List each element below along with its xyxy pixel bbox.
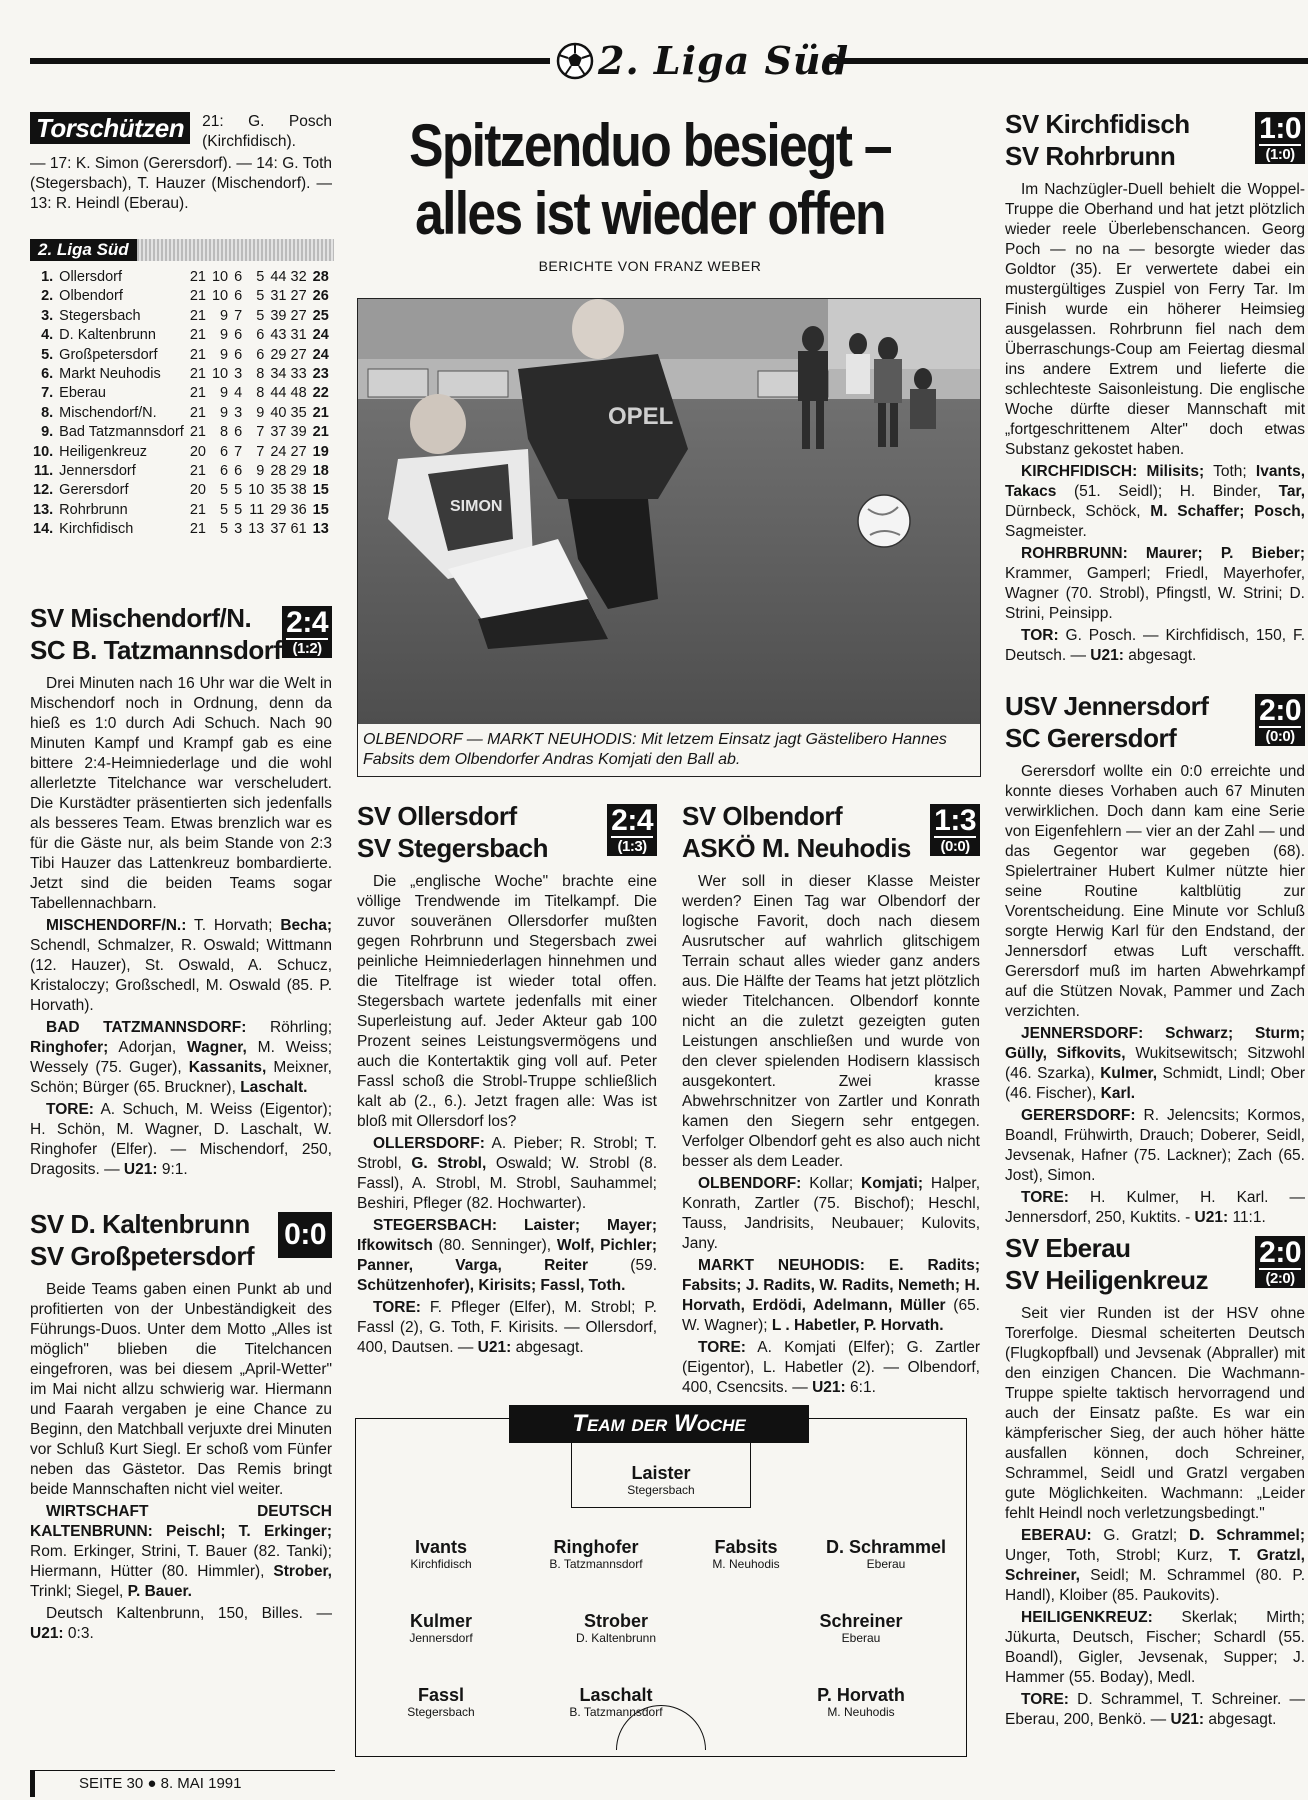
venue-line: Deutsch Kaltenbrunn, 150, Billes. — U21: 0:3.: [30, 1605, 332, 1642]
score-box: [1255, 112, 1305, 164]
standings-g: 21: [189, 424, 206, 441]
standings-rank: 5.: [41, 346, 54, 363]
standings-d: 3: [234, 366, 243, 383]
standings-row: [30, 384, 332, 403]
halftime-score: (2:0): [1259, 1268, 1301, 1288]
home-team: SV Ollersdorf: [357, 801, 517, 831]
match-mischendorf: [30, 602, 332, 1182]
score: 1:0: [1259, 112, 1301, 145]
match-jennersdorf: [1005, 690, 1305, 1230]
goals-line: TORE: F. Pfleger (Elfer), M. Strobl; P. Fassl (2), G. Toth, F. Kirisits. — Ollersdorf, 400, Dautsen. — U21: abgesagt.: [357, 1299, 657, 1356]
standings-d: 3: [234, 521, 243, 538]
standings-pts: 25: [312, 307, 329, 324]
standings-g: 21: [189, 346, 206, 363]
lineup-home: KIRCHFIDISCH: Milisits; Toth; Ivants, Takacs (51. Seidl); H. Binder, Tar, Dürnbeck, Schöck, M. Schaffer; Posch, Sagmeister.: [1005, 463, 1305, 540]
standings-team: Kirchfidisch: [59, 521, 134, 538]
score-box: [607, 804, 657, 856]
standings-d: 5: [234, 501, 243, 518]
standings-rank: 2.: [41, 288, 54, 305]
tdw-player-name: Laschalt: [579, 1685, 653, 1705]
standings-pts: 24: [312, 327, 329, 344]
standings: [30, 238, 334, 540]
tdw-player-club: Eberau: [866, 1557, 906, 1571]
standings-g: 20: [189, 443, 206, 460]
standings-goals: 31 27: [270, 288, 307, 305]
lineup-away: MARKT NEUHODIS: E. Radits; Fabsits; J. Radits, W. Radits, Nemeth; H. Horvath, Erdödi, Adelmann, Müller (65. W. Wagner); L . Habetler, P. Horvath.: [682, 1257, 980, 1334]
standings-pts: 24: [312, 346, 329, 363]
tdw-player: [776, 1611, 946, 1645]
standings-l: 5: [256, 269, 265, 285]
tdw-player-club: Kirchfidisch: [410, 1557, 472, 1571]
standings-g: 21: [189, 269, 206, 285]
standings-team: Stegersbach: [59, 307, 141, 324]
standings-g: 21: [189, 307, 206, 324]
score-box: [1255, 694, 1305, 746]
standings-rank: 12.: [33, 482, 54, 499]
standings-g: 21: [189, 463, 206, 480]
standings-d: 7: [234, 307, 243, 324]
standings-goals: 28 29: [270, 463, 307, 480]
standings-w: 10: [211, 366, 229, 383]
home-team: SV Kirchfidisch: [1005, 109, 1190, 139]
standings-l: 5: [256, 307, 265, 324]
standings-l: 5: [256, 288, 265, 305]
standings-goals: 35 38: [270, 482, 307, 499]
standings-rank: 8.: [41, 404, 54, 421]
standings-rank: 3.: [41, 307, 54, 324]
standings-goals: 24 27: [270, 443, 307, 460]
away-team: SC B. Tatzmannsdorf: [30, 635, 282, 665]
score-box: [278, 1212, 332, 1258]
tdw-player-name: Laister: [631, 1463, 691, 1483]
goals-line: TORE: A. Komjati (Elfer); G. Zartler (Eigentor), L. Habetler (2). — Olbendorf, 400, Csencsits. — U21: 6:1.: [682, 1339, 981, 1396]
score: 0:0: [284, 1218, 326, 1251]
standings-row: [30, 346, 332, 365]
standings-pts: 18: [312, 463, 329, 480]
halftime-score: (0:0): [934, 836, 976, 856]
standings-l: 8: [256, 366, 265, 383]
standings-pts: 26: [312, 288, 329, 305]
home-team: USV Jennersdorf: [1005, 691, 1209, 721]
standings-title-shade: [137, 239, 334, 261]
tdw-player: [511, 1537, 681, 1571]
tdw-player-club: B. Tatzmannsdorf: [549, 1557, 643, 1571]
tdw-player-club: Eberau: [841, 1631, 881, 1645]
home-team: SV Olbendorf: [682, 801, 843, 831]
standings-row: [30, 443, 332, 462]
standings-rank: 9.: [41, 424, 54, 441]
home-team: SV Eberau: [1005, 1233, 1131, 1263]
standings-goals: 37 61: [270, 521, 307, 538]
tdw-player: [531, 1685, 701, 1719]
tdw-player: [531, 1611, 701, 1645]
tdw-player-name: P. Horvath: [817, 1685, 905, 1705]
match-report: Im Nachzügler-Duell behielt die Woppel-Truppe die Oberhand und hat jetzt plötzlich wieder reele Überlebenschancen. Georg Poch — no na — besorgte wieder das Goldtor (35). Er verwertete dabei ein mustergültiges Zuspiel von Ferry Tar. Im Finish wurde ein höherer Heimsieg ausgelassen. Rohrbrunn fiel nach dem Überraschungs-Coup am Feiertag diesmal ins andere Extrem und lieferte die schlechteste Saisonleistung. Die englische Woche dürfte dieser Mannschaft mit „fortgeschrittenem Alter" doch etwas Substanz gekostet haben.: [1005, 181, 1305, 458]
standings-team: Rohrbrunn: [59, 501, 128, 518]
home-team: SV Mischendorf/N.: [30, 603, 252, 633]
score: 2:4: [611, 804, 653, 837]
byline: BERICHTE VON FRANZ WEBER: [538, 258, 762, 274]
scorers-text: — 17: K. Simon (Gerersdorf). — 14: G. Toth (Stegersbach), T. Hauzer (Mischendorf). — 13: R. Heindl (Eberau).: [30, 155, 332, 212]
away-team: SV Heiligenkreuz: [1005, 1265, 1208, 1295]
standings-g: 21: [189, 366, 206, 383]
tdw-player-name: Ringhofer: [553, 1537, 639, 1557]
goals-line: TORE: H. Kulmer, H. Karl. — Jennersdorf, 250, Kuktits. - U21: 11:1.: [1005, 1189, 1305, 1226]
tdw-player-club: M. Neuhodis: [827, 1705, 895, 1719]
match-report: Beide Teams gaben einen Punkt ab und profitierten von der Unbeständigkeit des Führungs-Duos. Unter dem Motto „Alles ist möglich" blieben die Titelchancen eingefroren, was bei diesem „April-Wetter" im Mai nicht allzu schwierig war. Hiermann und Faarah vergaben je eine Chance zu Beginn, den Matchball verjuxte drei Minuten vor Schluß Kurt Siegl. Er schoß vom Fünfer neben das Gästetor. Das Remis bringt beide Mannschaften nicht viel weiter.: [30, 1281, 332, 1498]
standings-g: 21: [189, 501, 206, 518]
match-eberau: [1005, 1232, 1305, 1732]
standings-g: 21: [189, 521, 206, 538]
halftime-score: (1:3): [611, 836, 653, 856]
standings-rank: 14.: [33, 521, 54, 538]
standings-goals: 40 35: [270, 404, 307, 421]
match-report: Seit vier Runden ist der HSV ohne Torerfolge. Diesmal scheiterten Deutsch (Flugkopfball) und Jevsenak (Abpraller) mit den einzigen Chancen. Die Wachmann-Truppe spielte taktisch hervorragend und auch der Einsatz paßte. Es war ein kämpferischer Sieg, der auch höher hätte ausfallen können, doch Schreiner, Schrammel, Seidl und Gratzl vergaben gute Möglichkeiten. Wachmann: „Leider fehlt Heindl noch verletzungsbedingt.": [1005, 1305, 1305, 1522]
team-of-week: [355, 1410, 967, 1757]
standings-row: [30, 520, 332, 539]
page-number: SEITE 30: [79, 1775, 144, 1792]
standings-pts: 28: [312, 269, 329, 285]
standings-l: 7: [256, 424, 265, 441]
tdw-player-name: Ivants: [414, 1537, 468, 1557]
lineup-home: WIRTSCHAFT DEUTSCH KALTENBRUNN: Peischl; T. Erkinger; Rom. Erkinger, Strini, T. Bauer (82. Tanki); Hiermann, Hütter (80. Himmler), Strober, Trinkl; Siegel, P. Bauer.: [30, 1503, 332, 1600]
standings-row: [30, 287, 332, 306]
standings-goals: 34 33: [270, 366, 307, 383]
score: 1:3: [934, 804, 976, 837]
tdw-player-name: Strober: [583, 1611, 648, 1631]
standings-row: [30, 501, 332, 520]
standings-team: Heiligenkreuz: [59, 443, 148, 460]
standings-d: 4: [234, 385, 243, 402]
lineup-away: ROHRBRUNN: Maurer; P. Bieber; Krammer, Gamperl; Friedl, Mayerhofer, Wagner (70. Strobl), Pfingstl, W. Strini; D. Strini, Peinsipp.: [1005, 545, 1305, 622]
away-team: SV Rohrbrunn: [1005, 141, 1176, 171]
score-box: [282, 606, 332, 658]
standings-row: [30, 462, 332, 481]
match-photo: [357, 298, 981, 726]
lineup-home: OLLERSDORF: A. Pieber; R. Strobl; T. Strobl, G. Strobl, Oswald; W. Strobl (8. Fassl), A. Strobl, M. Strobl, Sauhammel; Beshiri, Pfleger (82. Hochwarter).: [357, 1135, 657, 1212]
standings-table: [30, 268, 332, 540]
standings-title: 2. Liga Süd: [30, 239, 137, 261]
home-team: SV D. Kaltenbrunn: [30, 1209, 250, 1239]
standings-team: Ollersdorf: [59, 269, 123, 285]
match-report: Die „englische Woche" brachte eine völlige Trendwende im Titelkampf. Die zuvor souveränen Ollersdorfer mußten gegen Rohrbrunn und Stegersbach zwei peinliche Heimniederlagen hinnehmen und die Titelfrage ist wieder total offen. Stegersbach wartete jedenfalls mit einer Superleistung auf. Jeder Akteur gab 100 Prozent seines Leistungsvermögens und auch die Kontertaktik ging voll auf. Peter Fassl schoß die Strobl-Truppe schließlich kalt ab (2., 6.). Jetzt fragen alle: Was ist bloß mit Ollersdorf los?: [357, 873, 657, 1130]
lineup-away: BAD TATZMANNSDORF: Röhrling; Ringhofer; Adorjan, Wagner, M. Weiss; Wessely (75. Guger), Kassanits, Meixner, Schön; Bürger (65. Bruckner), Laschalt.: [30, 1019, 333, 1096]
standings-row: [30, 365, 332, 384]
lineup-away: HEILIGENKREUZ: Skerlak; Mirth; Jükurta, Deutsch, Fischer; Schardl (55. Boandl), Gigler, Jevsenak, Supper; J. Hammer (55. Boday), Medl.: [1005, 1609, 1305, 1686]
standings-d: 5: [234, 482, 243, 499]
halftime-score: (0:0): [1259, 726, 1301, 746]
tdw-player-club: D. Kaltenbrunn: [575, 1631, 657, 1645]
standings-rank: 1.: [41, 269, 54, 285]
tdw-player: [356, 1611, 526, 1645]
standings-team: Jennersdorf: [59, 463, 136, 480]
standings-goals: 39 27: [270, 307, 307, 324]
tdw-player-club: M. Neuhodis: [712, 1557, 780, 1571]
scorers-top: 21: G. Posch (Kirchfidisch).: [202, 113, 332, 150]
standings-g: 21: [189, 327, 206, 344]
standings-l: 9: [256, 404, 265, 421]
standings-pts: 22: [312, 385, 329, 402]
match-report: Wer soll in dieser Klasse Meister werden? Einen Tag war Olbendorf der logische Favorit, doch nach diesem Ausrutscher auf wahrlich glitschigem Terrain schaut alles wieder ganz anders aus. Die Hälfte der Teams hat jetzt plötzlich wieder Titelchancen. Olbendorf konnte nicht an die zuletzt gezeigten guten Leistungen anschließen und wurde von den clever spielenden Hodisern klassisch ausgekontert. Zwei krasse Abwehrschnitzer von Zartler und Konrath kamen den Siegern sehr entgegen. Verfolger Olbendorf geht es also auch nicht besser als dem Leader.: [682, 873, 980, 1170]
standings-d: 7: [234, 443, 243, 460]
standings-l: 11: [249, 501, 265, 518]
lineup-home: EBERAU: G. Gratzl; D. Schrammel; Unger, Toth, Strobl; Kurz, T. Gratzl, Schreiner, Seidl; M. Schrammel (80. P. Handl), Kloiber (85. Paukovits).: [1005, 1527, 1305, 1604]
standings-goals: 44 48: [270, 385, 307, 402]
match-ollersdorf: [357, 800, 657, 1360]
standings-w: 9: [220, 404, 229, 421]
tdw-player: [801, 1537, 971, 1571]
standings-l: 13: [248, 521, 265, 538]
standings-goals: 29 36: [270, 501, 307, 518]
tdw-player-club: Jennersdorf: [409, 1631, 473, 1645]
standings-team: Gerersdorf: [59, 482, 129, 499]
away-team: SC Gerersdorf: [1005, 723, 1177, 753]
tdw-player-name: Kulmer: [409, 1611, 472, 1631]
tdw-player-name: Schreiner: [819, 1611, 903, 1631]
scorers-title: Torschützen: [30, 112, 190, 144]
standings-g: 21: [189, 404, 206, 421]
standings-goals: 37 39: [270, 424, 307, 441]
tdw-player-club: Stegersbach: [627, 1483, 695, 1497]
standings-row: [30, 404, 332, 423]
lineup-home: JENNERSDORF: Schwarz; Sturm; Gülly, Sifkovits, Wukitsewitsch; Sitzwohl (46. Szarka), Kulmer, Schmidt, Lindl; Ober (46. Fischer), Karl.: [1005, 1025, 1305, 1102]
standings-rank: 11.: [33, 463, 54, 480]
footer: [30, 1770, 335, 1797]
match-olbendorf: [682, 800, 980, 1400]
halftime-score: (1:0): [1259, 144, 1301, 164]
goals-line: TOR: G. Posch. — Kirchfidisch, 150, F. Deutsch. — U21: abgesagt.: [1005, 627, 1305, 664]
tdw-player: [356, 1537, 526, 1571]
standings-d: 6: [234, 269, 243, 285]
tdw-player: [776, 1685, 946, 1719]
standings-w: 8: [220, 424, 229, 441]
standings-goals: 29 27: [270, 346, 307, 363]
standings-pts: 21: [312, 404, 329, 421]
tdw-player-club: Stegersbach: [407, 1705, 475, 1719]
score-box: [1255, 1236, 1305, 1288]
standings-w: 9: [220, 346, 229, 363]
standings-w: 5: [220, 521, 229, 538]
score: 2:0: [1259, 1236, 1301, 1269]
goals-line: TORE: D. Schrammel, T. Schreiner. — Eberau, 200, Benkö. — U21: abgesagt.: [1005, 1691, 1305, 1728]
standings-rank: 7.: [41, 385, 54, 402]
standings-w: 9: [220, 385, 229, 402]
standings-g: 20: [189, 482, 206, 499]
standings-w: 6: [220, 463, 229, 480]
standings-w: 9: [220, 307, 229, 324]
standings-w: 5: [220, 482, 229, 499]
standings-d: 6: [234, 327, 243, 344]
standings-l: 8: [256, 385, 265, 402]
tdw-player: [576, 1463, 746, 1497]
standings-pts: 23: [312, 366, 329, 383]
standings-d: 3: [234, 404, 243, 421]
standings-team: Markt Neuhodis: [59, 366, 161, 383]
standings-l: 7: [256, 443, 265, 460]
bullet-icon: ●: [147, 1775, 157, 1792]
football-icon: [556, 42, 594, 80]
score: 2:0: [1259, 694, 1301, 727]
standings-pts: 19: [312, 443, 329, 460]
tdw-player: [356, 1685, 526, 1719]
standings-rank: 4.: [41, 327, 54, 344]
tdw-player-club: B. Tatzmannsdorf: [569, 1705, 663, 1719]
standings-pts: 21: [312, 424, 329, 441]
section-title: 2. Liga Süd: [598, 38, 850, 83]
tdw-player-name: Fabsits: [714, 1537, 778, 1557]
header-rule-right: [830, 58, 1308, 64]
standings-goals: 43 31: [270, 327, 307, 344]
scorers-block: [30, 112, 332, 214]
lineup-home: MISCHENDORF/N.: T. Horvath; Becha; Schendl, Schmalzer, R. Oswald; Wittmann (12. Hauzer), St. Oswald, A. Schucz, Kristaloczy; Großschedl, M. Oswald (85. P. Horvath).: [30, 917, 332, 1014]
standings-goals: 44 32: [270, 269, 307, 285]
match-report: Drei Minuten nach 16 Uhr war die Welt in Mischendorf noch in Ordnung, denn da hieß es 1:0 durch Adi Schuch. Nach 90 Minuten Kampf und Krampf gab es eine bittere 2:4-Heimniederlage und die wohl allerletzte Titelchance war verscheludert. Die Kurstädter präsentierten sich jedenfalls als besseres Team. Etwas brenzlich war es für die Gäste nur, als beim Stande von 2:3 Tibi Hauzer das Lattenkreuz bombardierte. Jetzt sind die beiden Teams sogar Tabellennachbarn.: [30, 675, 332, 912]
score: 2:4: [286, 606, 328, 639]
standings-w: 10: [211, 288, 229, 305]
score-box: [930, 804, 980, 856]
tdw-player-name: Fassl: [417, 1685, 465, 1705]
match-kirchfidisch: [1005, 108, 1305, 668]
standings-pts: 15: [312, 482, 329, 499]
match-kaltenbrunn: [30, 1208, 332, 1646]
standings-team: Olbendorf: [59, 288, 123, 305]
photo-caption: OLBENDORF — MARKT NEUHODIS: Mit letzem Einsatz jagt Gästelibero Hannes Fabsits dem Olbendorfer Andras Komjati den Ball ab.: [357, 724, 981, 777]
standings-pts: 13: [312, 521, 329, 538]
standings-d: 6: [234, 346, 243, 363]
standings-d: 6: [234, 424, 243, 441]
goals-line: TORE: A. Schuch, M. Weiss (Eigentor); H. Schön, M. Wagner, D. Laschalt, W. Ringhofer (Elfer). — Mischendorf, 250, Dragosits. — U21: 9:1.: [30, 1101, 332, 1178]
photo-shirt-text: SIMON: [450, 498, 503, 515]
standings-w: 6: [220, 443, 229, 460]
standings-w: 5: [220, 501, 229, 518]
standings-l: 6: [256, 327, 265, 344]
standings-l: 9: [256, 463, 265, 480]
standings-w: 10: [211, 269, 229, 285]
standings-row: [30, 268, 332, 287]
team-of-week-title: Team der Woche: [509, 1405, 809, 1443]
photo-jersey-text: OPEL: [608, 403, 674, 430]
tdw-player-name: D. Schrammel: [825, 1537, 947, 1557]
standings-rank: 10.: [33, 443, 54, 460]
standings-team: Bad Tatzmannsdorf: [59, 424, 184, 441]
standings-d: 6: [234, 288, 243, 305]
standings-rank: 13.: [33, 501, 54, 518]
standings-team: Großpetersdorf: [59, 346, 158, 363]
header-rule-left: [30, 58, 550, 64]
standings-pts: 15: [312, 501, 329, 518]
lineup-away: STEGERSBACH: Laister; Mayer; Ifkowitsch (80. Senninger), Wolf, Pichler; Panner, Varga, Reiter (59. Schützenhofer), Kirisits; Fassl, Toth.: [357, 1217, 658, 1294]
away-team: SV Großpetersdorf: [30, 1241, 255, 1271]
standings-team: D. Kaltenbrunn: [59, 327, 156, 344]
headline-line1: Spitzenduo besiegt –: [409, 112, 891, 179]
away-team: ASKÖ M. Neuhodis: [682, 833, 911, 863]
standings-team: Eberau: [59, 385, 106, 402]
standings-g: 21: [189, 288, 206, 305]
away-team: SV Stegersbach: [357, 833, 548, 863]
match-report: Gerersdorf wollte ein 0:0 erreichte und konnte dieses Vorhaben auch 67 Minuten verwirklichen. Doch dann kam eine Serie von Eigenfehlern — vier an der Zahl — und das Gegentor war gegeben (68). Spielertrainer Hubert Kulmer nützte hier seine Routine kaltblütig zur Vorentscheidung. Eine Minute vor Schluß sorgte Herwig Karl für den Endstand, der Jennersdorf etwas Luft verschafft. Gerersdorf muß im harten Abwehrkampf auf die Stützen Novak, Pammer und Zach verzichten.: [1005, 763, 1305, 1020]
standings-d: 6: [234, 463, 243, 480]
standings-team: Mischendorf/N.: [59, 404, 157, 421]
halftime-score: (1:2): [286, 638, 328, 658]
standings-row: [30, 423, 332, 442]
headline: [350, 112, 950, 274]
standings-w: 9: [220, 327, 229, 344]
standings-l: 10: [248, 482, 265, 499]
standings-row: [30, 326, 332, 345]
standings-rank: 6.: [41, 366, 54, 383]
standings-l: 6: [256, 346, 265, 363]
headline-line2: alles ist wieder offen: [415, 180, 885, 247]
standings-row: [30, 481, 332, 500]
lineup-away: GERERSDORF: R. Jelencsits; Kormos, Boandl, Frühwirth, Drauch; Doberer, Seidl, Jevsenak, Hafner (75. Lackner); Zach (65. Jost), Simon.: [1005, 1107, 1305, 1184]
standings-row: [30, 307, 332, 326]
issue-date: 8. MAI 1991: [160, 1775, 242, 1792]
standings-g: 21: [189, 385, 206, 402]
lineup-home: OLBENDORF: Kollar; Komjati; Halper, Konrath, Zartler (75. Bischof); Heschl, Tauss, Jandrisits, Neubauer; Kulovits, Jany.: [682, 1175, 981, 1252]
